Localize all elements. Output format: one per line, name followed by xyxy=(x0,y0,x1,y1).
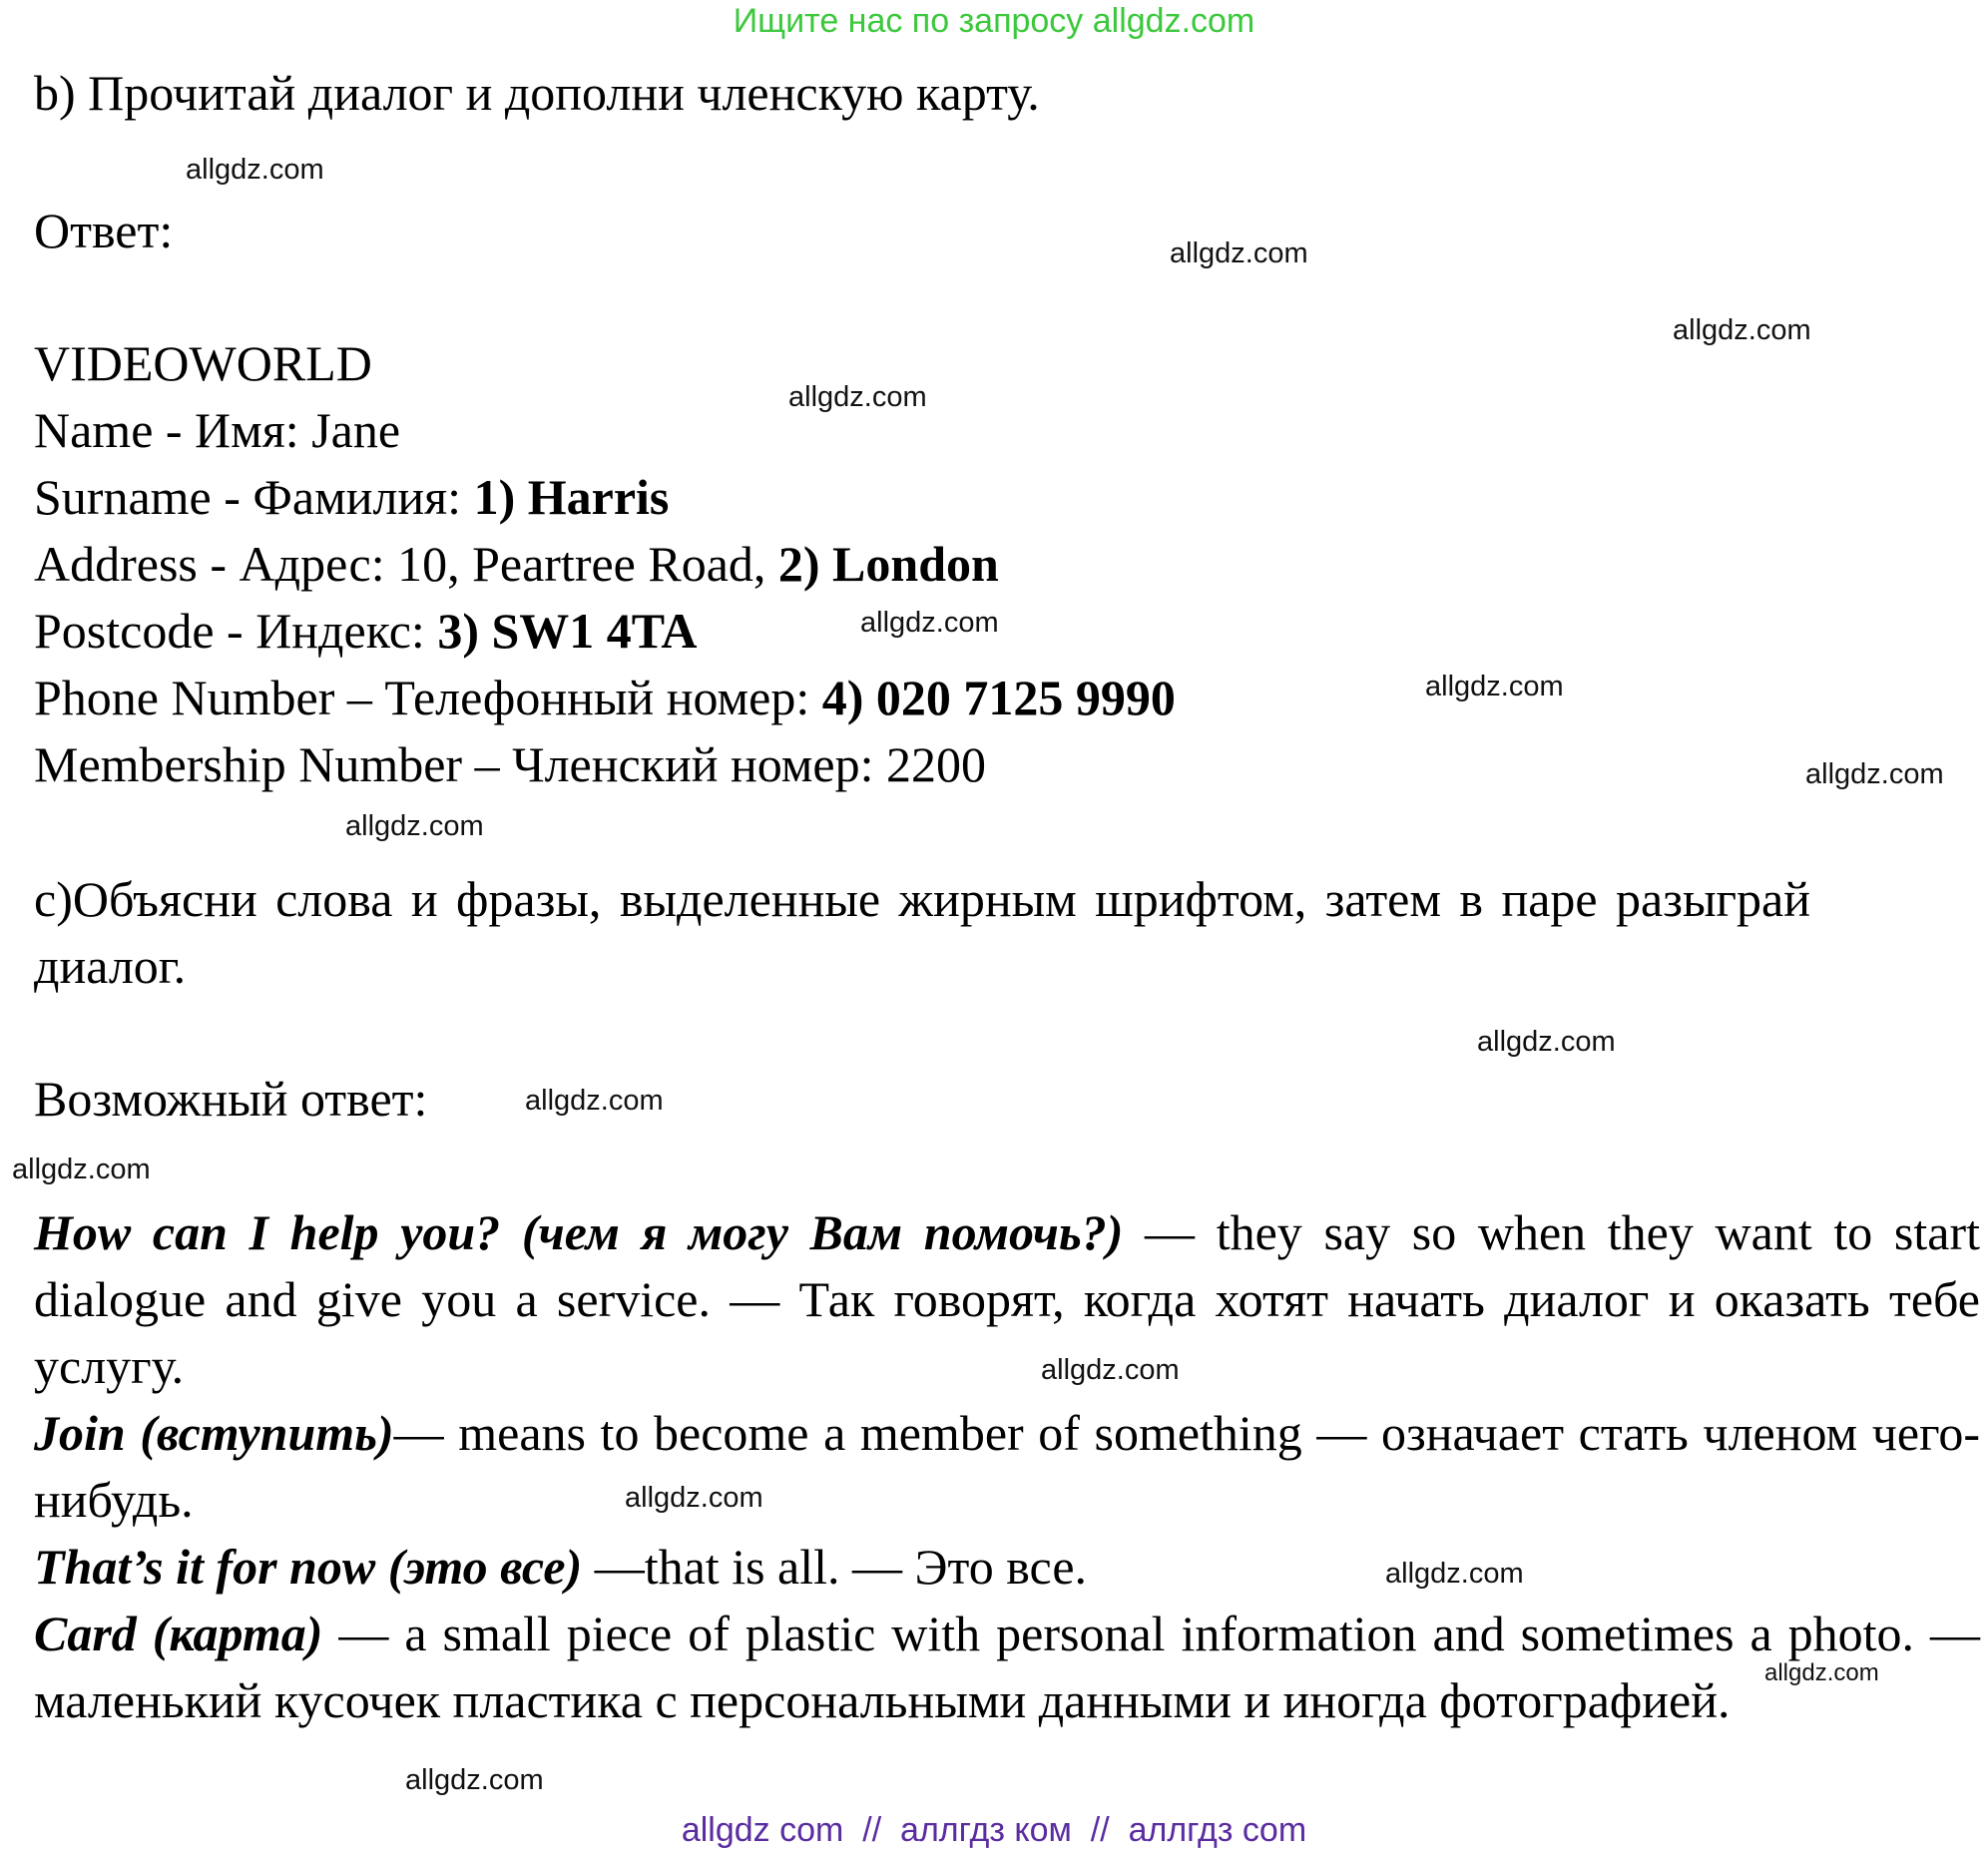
watermark: allgdz.com xyxy=(1805,758,1944,790)
watermark: allgdz.com xyxy=(345,810,484,842)
watermark: allgdz.com xyxy=(186,154,324,186)
card-surname-answer: 1) Harris xyxy=(473,469,670,525)
top-banner: Ищите нас по запросу allgdz.com xyxy=(733,2,1255,40)
entry-definition: — they say so when they want to start dialogue and give you a service. — Так говорят, когда хотят начать диалог и оказать тебе услугу. xyxy=(34,1204,1980,1394)
footer-links: allgdz com // аллгдз ком // аллгдз com xyxy=(681,1811,1307,1849)
entry-thats-it xyxy=(34,1534,1980,1601)
entry-how-can-i-help xyxy=(34,1199,1980,1400)
watermark: allgdz.com xyxy=(525,1085,664,1117)
entry-definition: —that is all. — Это все. xyxy=(582,1539,1088,1595)
card-surname-label: Surname - Фамилия: xyxy=(34,469,462,525)
answer-label: Ответ: xyxy=(34,203,174,258)
card-phone-row xyxy=(34,665,1176,730)
card-postcode-label: Postcode - Индекс: xyxy=(34,603,425,659)
card-name-value: Jane xyxy=(311,402,401,458)
task-c-heading: с)Объясни слова и фразы, выделенные жирным шрифтом, затем в паре разыграй диалог. xyxy=(34,871,1810,994)
entry-definition: — means to become a member of something — означает стать членом чего-нибудь. xyxy=(34,1405,1980,1528)
watermark: allgdz.com xyxy=(12,1154,151,1185)
card-name-row xyxy=(34,397,400,463)
entry-term: Join (вступить) xyxy=(34,1405,394,1461)
card-membership-label: Membership Number – Членский номер: xyxy=(34,736,874,792)
watermark: allgdz.com xyxy=(860,607,999,639)
card-address-row xyxy=(34,531,999,597)
watermark: allgdz.com xyxy=(405,1764,544,1796)
card-postcode-answer: 3) SW1 4TA xyxy=(437,603,698,659)
entry-definition: — a small piece of plastic with personal information and sometimes a photo. — маленький кусочек пластика с персональными данными и иногда фотографией. xyxy=(34,1606,1981,1728)
card-phone-label: Phone Number – Телефонный номер: xyxy=(34,670,810,725)
card-phone-answer: 4) 020 7125 9990 xyxy=(821,670,1176,725)
watermark: allgdz.com xyxy=(1385,1558,1524,1590)
watermark: allgdz.com xyxy=(1764,1659,1879,1686)
watermark: allgdz.com xyxy=(625,1482,763,1514)
card-postcode-row xyxy=(34,598,698,664)
watermark: allgdz.com xyxy=(1673,314,1811,346)
watermark: allgdz.com xyxy=(788,381,927,413)
watermark: allgdz.com xyxy=(1170,237,1308,269)
card-membership-value: 2200 xyxy=(886,736,987,792)
possible-answer-label: Возможный ответ: xyxy=(34,1071,428,1127)
card-name-label: Name - Имя: xyxy=(34,402,299,458)
entry-term: How can I help you? (чем я могу Вам помочь?) xyxy=(34,1204,1124,1260)
watermark: allgdz.com xyxy=(1041,1354,1180,1386)
entry-term: Card (карта) xyxy=(34,1606,323,1661)
card-membership-row xyxy=(34,731,986,797)
entry-term: That’s it for now (это все) xyxy=(34,1539,583,1595)
entry-join xyxy=(34,1400,1980,1534)
card-title: VIDEOWORLD xyxy=(34,335,372,391)
entry-card xyxy=(34,1601,1980,1734)
card-surname-row xyxy=(34,464,669,530)
watermark: allgdz.com xyxy=(1425,671,1564,702)
task-b-heading: b) Прочитай диалог и дополни членскую карту. xyxy=(34,65,1040,121)
card-address-value: 10, Peartree Road, xyxy=(397,536,766,592)
card-address-answer: 2) London xyxy=(777,536,999,592)
watermark: allgdz.com xyxy=(1477,1026,1616,1058)
card-address-label: Address - Адрес: xyxy=(34,536,385,592)
